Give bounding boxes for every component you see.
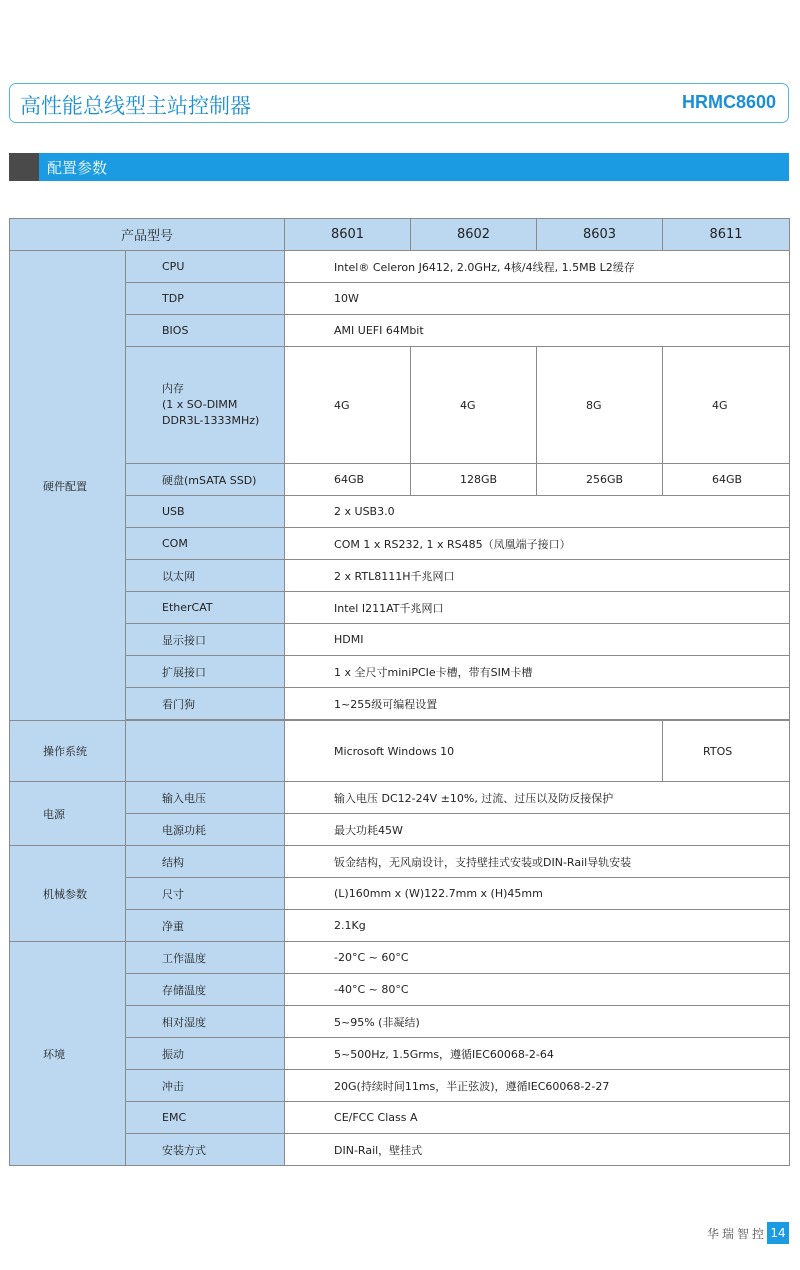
row-value-usb: 2 x USB3.0	[285, 496, 790, 528]
model-8603: 8603	[537, 219, 663, 251]
memory-8611: 4G	[663, 347, 790, 464]
row-label-humidity: 相对湿度	[126, 1006, 285, 1038]
row-value-ethercat: Intel I211AT千兆网口	[285, 592, 790, 624]
row-value-expansion: 1 x 全尺寸miniPCIe卡槽，带有SIM卡槽	[285, 656, 790, 688]
table-row	[10, 974, 790, 1006]
row-value-vibration: 5~500Hz, 1.5Grms，遵循IEC60068-2-64	[285, 1038, 790, 1070]
section-accent	[9, 153, 39, 181]
row-label-size: 尺寸	[126, 878, 285, 910]
model-header-label: 产品型号	[10, 219, 285, 251]
os-value-windows: Microsoft Windows 10	[285, 721, 663, 782]
row-value-structure: 钣金结构，无风扇设计，支持壁挂式安装或DIN-Rail导轨安装	[285, 846, 790, 878]
table-row	[10, 315, 790, 347]
row-value-power-consumption: 最大功耗45W	[285, 814, 790, 846]
page-number: 14	[767, 1222, 789, 1244]
row-value-op-temp: -20°C ~ 60°C	[285, 942, 790, 974]
memory-8603: 8G	[537, 347, 663, 464]
category-hardware: 硬件配置	[10, 251, 126, 721]
table-row	[10, 347, 790, 464]
row-value-shock: 20G(持续时间11ms，半正弦波)，遵循IEC60068-2-27	[285, 1070, 790, 1102]
row-label-display: 显示接口	[126, 624, 285, 656]
row-label-op-temp: 工作温度	[126, 942, 285, 974]
row-label-mounting: 安装方式	[126, 1134, 285, 1166]
table-row	[10, 464, 790, 496]
table-row	[10, 496, 790, 528]
row-label-usb: USB	[126, 496, 285, 528]
table-row	[10, 1006, 790, 1038]
memory-label-line3: DDR3L-1333MHz)	[162, 414, 260, 427]
row-label-ethernet: 以太网	[126, 560, 285, 592]
table-row	[10, 1134, 790, 1166]
row-value-mounting: DIN-Rail，壁挂式	[285, 1134, 790, 1166]
row-value-tdp: 10W	[285, 283, 790, 315]
table-row	[10, 910, 790, 942]
row-label-bios: BIOS	[126, 315, 285, 347]
table-row	[10, 942, 790, 974]
row-label-power-consumption: 电源功耗	[126, 814, 285, 846]
memory-8602: 4G	[411, 347, 537, 464]
table-row	[10, 528, 790, 560]
row-value-com: COM 1 x RS232, 1 x RS485（凤凰端子接口）	[285, 528, 790, 560]
model-8611: 8611	[663, 219, 790, 251]
table-row	[10, 688, 790, 720]
table-row	[10, 592, 790, 624]
memory-label-line1: 内存	[162, 382, 184, 395]
table-row	[10, 251, 790, 283]
row-value-cpu: Intel® Celeron J6412, 2.0GHz, 4核/4线程, 1.5MB L2缓存	[285, 251, 790, 283]
table-header-row	[10, 219, 790, 251]
page-title: 高性能总线型主站控制器	[20, 94, 251, 118]
row-label-structure: 结构	[126, 846, 285, 878]
table-row	[10, 814, 790, 846]
table-row	[10, 721, 790, 782]
row-value-input-voltage: 输入电压 DC12-24V ±10%, 过流、过压以及防反接保护	[285, 782, 790, 814]
memory-label-line2: (1 x SO-DIMM	[162, 398, 238, 411]
row-label-watchdog: 看门狗	[126, 688, 285, 720]
row-label-vibration: 振动	[126, 1038, 285, 1070]
row-value-bios: AMI UEFI 64Mbit	[285, 315, 790, 347]
table-row	[10, 1102, 790, 1134]
row-label-disk: 硬盘(mSATA SSD)	[126, 464, 285, 496]
row-value-humidity: 5~95% (非凝结)	[285, 1006, 790, 1038]
category-os: 操作系统	[10, 721, 126, 782]
row-label-storage-temp: 存储温度	[126, 974, 285, 1006]
memory-8601: 4G	[285, 347, 411, 464]
model-8602: 8602	[411, 219, 537, 251]
category-mechanical: 机械参数	[10, 846, 126, 942]
section-title: 配置参数	[47, 159, 108, 177]
row-label-cpu: CPU	[126, 251, 285, 283]
table-row	[10, 878, 790, 910]
disk-8602: 128GB	[411, 464, 537, 496]
table-row	[10, 624, 790, 656]
model-name: HRMC8600	[681, 92, 776, 112]
row-value-emc: CE/FCC Class A	[285, 1102, 790, 1134]
row-label-expansion: 扩展接口	[126, 656, 285, 688]
model-8601: 8601	[285, 219, 411, 251]
os-value-rtos: RTOS	[663, 721, 790, 782]
row-value-ethernet: 2 x RTL8111H千兆网口	[285, 560, 790, 592]
row-label-memory	[126, 347, 285, 464]
category-power: 电源	[10, 782, 126, 846]
table-row	[10, 283, 790, 315]
row-label-ethercat: EtherCAT	[126, 592, 285, 624]
table-row	[10, 846, 790, 878]
table-row	[10, 1070, 790, 1102]
disk-8611: 64GB	[663, 464, 790, 496]
disk-8603: 256GB	[537, 464, 663, 496]
row-value-display: HDMI	[285, 624, 790, 656]
row-label-shock: 冲击	[126, 1070, 285, 1102]
row-value-weight: 2.1Kg	[285, 910, 790, 942]
table-row	[10, 656, 790, 688]
row-value-watchdog: 1~255级可编程设置	[285, 688, 790, 720]
row-value-size: (L)160mm x (W)122.7mm x (H)45mm	[285, 878, 790, 910]
row-label-emc: EMC	[126, 1102, 285, 1134]
os-empty-cell	[126, 721, 285, 782]
section-bar	[9, 153, 789, 181]
row-label-input-voltage: 输入电压	[126, 782, 285, 814]
row-value-storage-temp: -40°C ~ 80°C	[285, 974, 790, 1006]
table-row	[10, 782, 790, 814]
disk-8601: 64GB	[285, 464, 411, 496]
category-environment: 环境	[10, 942, 126, 1166]
row-label-com: COM	[126, 528, 285, 560]
table-row	[10, 560, 790, 592]
footer-brand: 华瑞智控	[707, 1227, 768, 1241]
row-label-weight: 净重	[126, 910, 285, 942]
row-label-tdp: TDP	[126, 283, 285, 315]
table-row	[10, 1038, 790, 1070]
spec-table	[9, 218, 790, 1166]
title-box	[9, 83, 789, 123]
